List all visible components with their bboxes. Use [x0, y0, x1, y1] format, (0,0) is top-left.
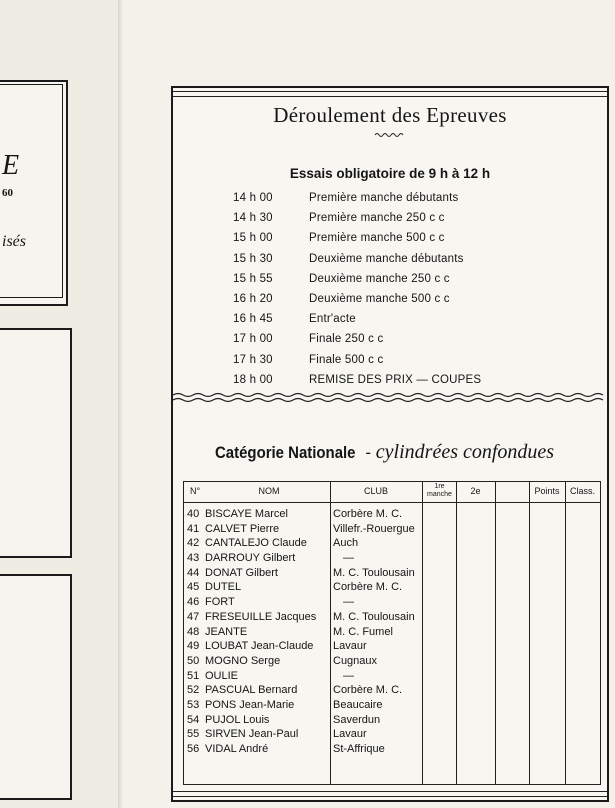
rider-name: MOGNO Serge: [205, 654, 281, 667]
rider-name: FRESEUILLE Jacques: [205, 610, 317, 623]
schedule-time: 16 h 45: [233, 313, 273, 326]
rider-number: 52: [187, 684, 200, 697]
rider-number: 40: [187, 508, 200, 520]
schedule-time: 18 h 00: [233, 373, 273, 386]
rider-number: 49: [187, 640, 200, 653]
schedule-row: [233, 333, 481, 353]
table-row: [184, 699, 600, 714]
header-manche-1: 1re manche: [427, 483, 452, 498]
rider-club: Villefr.-Rouergue: [333, 522, 415, 535]
rider-name: PONS Jean-Marie: [205, 698, 295, 711]
table-header-rule: [184, 502, 600, 503]
rider-number: 50: [187, 654, 200, 667]
schedule-event: Première manche 250 c c: [309, 212, 445, 225]
rider-number: 44: [187, 566, 200, 579]
schedule-row: [233, 273, 481, 293]
rider-name: FORT: [205, 596, 235, 609]
rider-club: M. C. Toulousain: [333, 566, 415, 579]
table-row: [184, 523, 600, 538]
schedule-event: Première manche débutants: [309, 192, 459, 204]
rider-name: OULIE: [205, 669, 239, 682]
rider-number: 56: [187, 743, 200, 755]
rider-number: 54: [187, 713, 200, 726]
category-subtitle: cylindrées confondues: [375, 441, 555, 463]
left-ad-box-3: [0, 574, 72, 800]
schedule-event: Finale 250 c c: [309, 333, 384, 346]
schedule-row: [233, 212, 481, 232]
table-row: [184, 714, 600, 729]
rider-club: Corbère M. C.: [333, 508, 403, 520]
rider-number: 51: [187, 669, 200, 682]
table-row: [184, 670, 600, 685]
rider-name: DONAT Gilbert: [205, 566, 278, 579]
results-table: [183, 481, 601, 785]
schedule-event: Deuxième manche 250 c c: [309, 272, 450, 285]
rider-club: Cugnaux: [333, 654, 378, 667]
left-fragment-e: E: [2, 150, 20, 181]
schedule-row: [233, 232, 481, 252]
table-row: [184, 567, 600, 582]
rider-name: SIRVEN Jean-Paul: [205, 728, 299, 741]
rider-name: PUJOL Louis: [205, 713, 270, 726]
table-row: [184, 655, 600, 670]
rider-club: Corbère M. C.: [333, 684, 403, 697]
table-row: [184, 684, 600, 699]
rider-club: —: [343, 669, 354, 682]
rider-number: 48: [187, 625, 200, 638]
rider-number: 47: [187, 610, 200, 623]
schedule-row: [233, 293, 481, 313]
schedule-time: 15 h 00: [233, 232, 273, 245]
schedule-time: 17 h 30: [233, 353, 273, 366]
rider-name: CANTALEJO Claude: [205, 537, 307, 550]
table-row: [184, 581, 600, 596]
rider-name: BISCAYE Marcel: [205, 508, 288, 520]
rider-club: M. C. Toulousain: [333, 610, 415, 623]
left-ad-box-2: [0, 328, 72, 558]
rider-number: 41: [187, 522, 200, 535]
header-club: CLUB: [363, 486, 388, 496]
rider-number: 46: [187, 596, 200, 609]
bottom-double-rule: [173, 791, 607, 797]
schedule-time: 15 h 30: [233, 252, 273, 265]
schedule-list: [233, 192, 481, 394]
header-class: Class.: [569, 486, 595, 496]
rider-club: Lavaur: [333, 728, 367, 741]
wavy-divider: [173, 391, 607, 403]
header-no: N°: [190, 486, 201, 496]
rider-club: Lavaur: [333, 640, 367, 653]
rider-name: VIDAL André: [205, 743, 269, 755]
header-nom: NOM: [258, 486, 280, 496]
schedule-row: [233, 253, 481, 273]
rider-club: —: [343, 596, 354, 609]
rider-name: CALVET Pierre: [205, 522, 280, 535]
schedule-time: 14 h 00: [233, 192, 273, 204]
schedule-time: 15 h 55: [233, 272, 273, 285]
header-points: Points: [534, 486, 560, 496]
schedule-subtitle: Essais obligatoire de 9 h à 12 h: [289, 166, 491, 181]
top-double-rule: [173, 91, 607, 97]
rider-name: PASCUAL Bernard: [205, 684, 298, 697]
rider-name: LOUBAT Jean-Claude: [205, 640, 314, 653]
left-fragment-60: 60: [2, 187, 13, 199]
schedule-event: Première manche 500 c c: [309, 232, 445, 245]
title-ornament: [374, 131, 404, 139]
schedule-row: [233, 354, 481, 374]
category-name: Catégorie Nationale: [215, 443, 356, 462]
rider-club: Auch: [333, 537, 359, 550]
table-row: [184, 611, 600, 626]
header-manche-2: 2e: [470, 486, 481, 496]
schedule-event: Finale 500 c c: [309, 353, 384, 366]
table-row: [184, 626, 600, 641]
rider-number: 45: [187, 581, 200, 594]
table-row: [184, 537, 600, 552]
table-row: [184, 508, 600, 523]
schedule-time: 14 h 30: [233, 212, 273, 225]
rider-number: 43: [187, 552, 200, 565]
schedule-event: Entr'acte: [309, 313, 356, 326]
rider-name: JEANTE: [205, 625, 248, 638]
rider-number: 42: [187, 537, 200, 550]
table-row: [184, 640, 600, 655]
rider-club: Corbère M. C.: [333, 581, 403, 594]
rider-club: Beaucaire: [333, 698, 383, 711]
page-title: Déroulement des Epreuves: [273, 103, 507, 127]
rider-club: M. C. Fumel: [333, 625, 393, 638]
table-row: [184, 552, 600, 567]
rider-club: St-Affrique: [333, 743, 385, 755]
page-fold: [118, 0, 124, 808]
rider-club: —: [343, 552, 354, 565]
table-row: [184, 743, 600, 758]
schedule-time: 16 h 20: [233, 292, 273, 305]
table-body: [184, 508, 600, 758]
schedule-row: [233, 192, 481, 212]
schedule-event: Deuxième manche débutants: [309, 252, 464, 265]
schedule-event: Deuxième manche 500 c c: [309, 292, 450, 305]
program-page: [171, 86, 609, 802]
rider-club: Saverdun: [333, 713, 381, 726]
rider-number: 53: [187, 698, 200, 711]
rider-name: DARROUY Gilbert: [205, 552, 296, 565]
schedule-event: REMISE DES PRIX — COUPES: [309, 373, 482, 386]
schedule-time: 17 h 00: [233, 333, 273, 346]
rider-number: 55: [187, 728, 200, 741]
table-row: [184, 728, 600, 743]
category-separator: -: [365, 443, 372, 462]
rider-name: DUTEL: [205, 581, 242, 594]
category-title: [215, 441, 554, 464]
left-fragment-ises: isés: [2, 233, 26, 250]
schedule-row: [233, 313, 481, 333]
table-row: [184, 596, 600, 611]
